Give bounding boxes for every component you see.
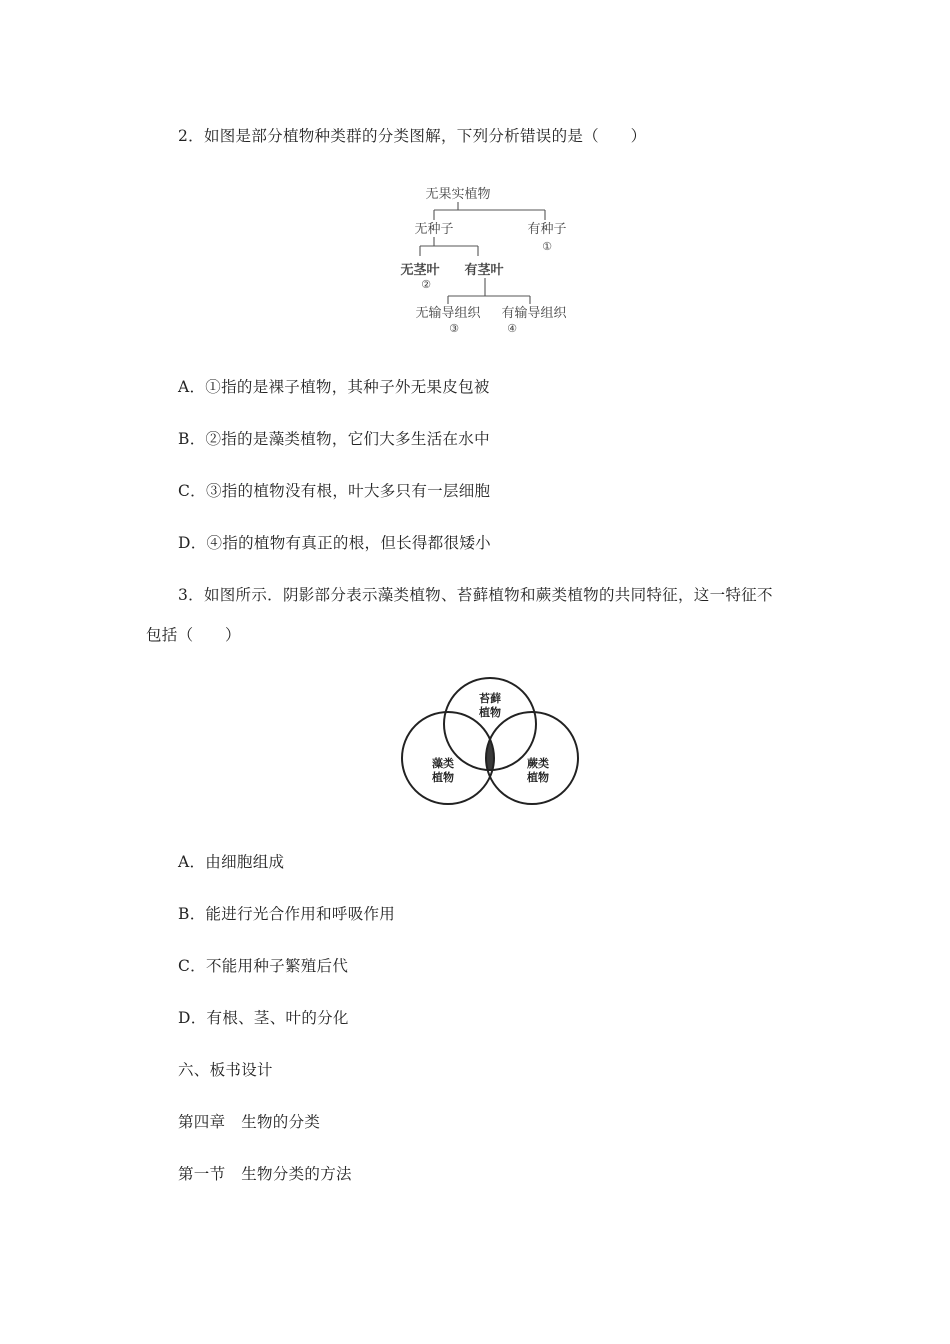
venn-diagram — [395, 672, 585, 812]
tree-has-seed-label: 有种子 — [527, 222, 567, 237]
lesson-title: 第一节 生物分类的方法 — [178, 1165, 352, 1183]
question-3-stem-line-1: 3．如图所示．阴影部分表示藻类植物、苔藓植物和蕨类植物的共同特征，这一特征不 — [178, 586, 773, 604]
venn-moss-label-2: 植物 — [479, 706, 501, 719]
question-3-option-c: C．不能用种子繁殖后代 — [178, 957, 349, 975]
question-3-option-b: B．能进行光合作用和呼吸作用 — [178, 905, 396, 923]
tree-number-1: ① — [542, 240, 552, 253]
venn-algae-label-1: 藻类 — [432, 757, 454, 770]
question-2-stem: 2．如图是部分植物种类群的分类图解，下列分析错误的是（ ） — [178, 127, 647, 145]
chapter-title: 第四章 生物的分类 — [178, 1113, 321, 1131]
question-2-option-a: A．①指的是裸子植物，其种子外无果皮包被 — [178, 378, 490, 396]
question-2-option-c: C．③指的植物没有根，叶大多只有一层细胞 — [178, 482, 491, 500]
venn-algae-label-2: 植物 — [432, 771, 454, 784]
classification-tree-diagram — [390, 180, 590, 340]
question-3-option-d: D．有根、茎、叶的分化 — [178, 1009, 349, 1027]
question-2-option-d: D．④指的植物有真正的根，但长得都很矮小 — [178, 534, 491, 552]
tree-number-2: ② — [421, 278, 431, 291]
tree-number-3: ③ — [449, 322, 459, 335]
question-2-option-b: B．②指的是藻类植物，它们大多生活在水中 — [178, 430, 490, 448]
question-3-option-a: A．由细胞组成 — [178, 853, 285, 871]
question-3-stem-line-2: 包括（ ） — [146, 626, 241, 644]
tree-no-stem-leaf-label: 无茎叶 — [400, 263, 440, 278]
venn-fern-label-2: 植物 — [527, 771, 549, 784]
tree-has-stem-leaf-label: 有茎叶 — [464, 263, 504, 278]
tree-no-vascular-label: 无输导组织 — [415, 306, 481, 321]
tree-no-seed-label: 无种子 — [414, 222, 454, 237]
venn-moss-label-1: 苔藓 — [479, 692, 501, 705]
section-heading: 六、板书设计 — [178, 1061, 273, 1079]
venn-fern-label-1: 蕨类 — [527, 757, 549, 770]
tree-root-label: 无果实植物 — [425, 187, 491, 202]
tree-has-vascular-label: 有输导组织 — [501, 306, 567, 321]
tree-number-4: ④ — [507, 322, 517, 335]
